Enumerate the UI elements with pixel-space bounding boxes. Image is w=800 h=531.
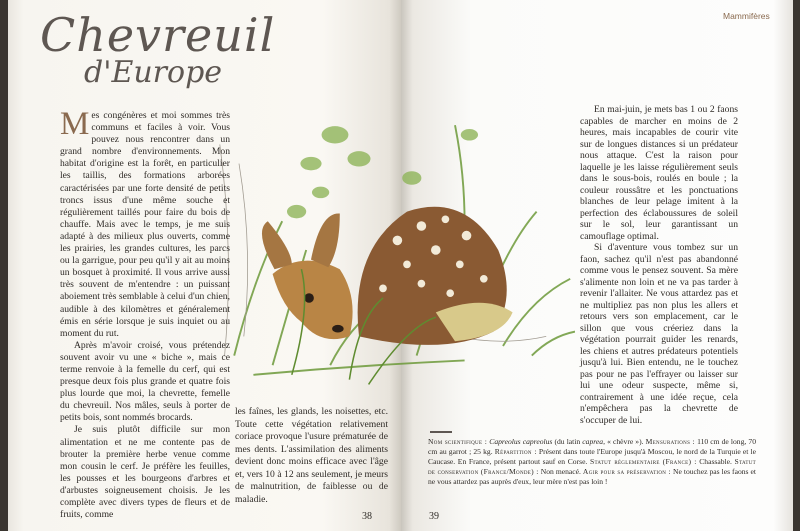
paragraph: Si d'aventure vous tombez sur un faon, sachez qu'il n'est pas abandonné comme vous le pensez souvent. Sa mère s'alimente non loin et ne va pas tarder à revenir l'allaiter. Ne vous attardez pas et ne multipliez pas non plus les allers et retours vers son emplacement, car le sillon que vous créeriez dans la végétation pourrait guider les renards, les chiens et autres prédateurs potentiels jusqu'à lui. Bien entendu, ne le touchez pas pour ne pas l'effrayer ou laisser sur lui une odeur suspecte, même si, contrairement à une idée reçue, cela n'empêchera pas la chevrette de s'occuper de lui. — [580, 242, 738, 426]
section-header: Mammifères — [723, 11, 770, 21]
fawn-illustration — [215, 105, 575, 395]
page-title — [40, 8, 276, 90]
divider — [430, 431, 452, 433]
left-column-text — [60, 106, 230, 521]
paragraph — [60, 106, 230, 340]
species-fact-box: Nom scientifique : Capreolus capreolus (du latin caprea, « chèvre »). Mensurations : 110 cm de long, 70 cm au garrot ; 25 kg. Répartition : Présent dans toute l'Europe jusqu'à Moscou, le nord de la Turquie et le Caucase. En France, présent partout sauf en Corse. Statut réglementaire (France) : Chassable. Statut de conservation (France/Monde) : Non menacé. Agir pour sa préservation : Ne touchez pas les faons et ne vous attardez pas auprès d'eux, leur mère n'est pas loin ! — [428, 437, 757, 486]
paragraph: les faînes, les glands, les noisettes, etc. Toute cette végétation relativement coriace provoque l'usure prématurée de mes dents. L'assimilation des aliments devient donc moins efficace avec l'âge et, vers 10 à 12 ans seulement, je meurs de malnutrition, de faiblesse ou de maladie. — [235, 406, 388, 505]
left-column-2-text — [235, 406, 388, 506]
title-line2: d'Europe — [84, 55, 223, 90]
page-number-left: 38 — [362, 511, 372, 522]
paragraph: En mai-juin, je mets bas 1 ou 2 faons capables de marcher en moins de 2 heures, mais incapables de courir vite sur de longues distances si un prédateur nous attaque. C'est la raison pour laquelle je les laisse régulièrement seuls dans le sous-bois, roulés en boule ; la couleur roussâtre et les ponctuations blanches de leur pelage imitent à la perfection des éclaboussures de soleil sur le sol, leur garantissant un camouflage optimal. — [580, 104, 738, 242]
paragraph: Je suis plutôt difficile sur mon alimentation et ne me contente pas de brouter la première herbe venue comme mon cousin le cerf. Je préfère les feuilles, les pousses et les bourgeons d'arbres et d'arbustes soigneusement choisis. Je les complète avec divers types de fleurs et de fruits, comme — [60, 424, 230, 521]
paragraph: Après m'avoir croisé, vous prétendez souvent avoir vu une « biche », mais ce terme renvoie à la femelle du cerf, qui est presque deux fois plus grande et quatre fois plus lourde que moi, la chevrette, femelle du chevreuil. Nos mâles, seuls à porter de petits bois, sont nommés brocards. — [60, 339, 230, 424]
page-number-right: 39 — [429, 511, 439, 522]
paragraph-text: es congénères et moi sommes très communs et faciles à voir. Vous pouvez nous rencontrer dans un grand nombre d'environnements. Mon habitat d'origine est la forêt, en particulier les taillis, des formations arborées caractérisées par une forte densité de petits troncs issus d'une même souche et régulièrement taillés pour faire du bois de chauffe. Mais avec le temps, je me suis adapté à des milieux plus ouverts, comme les prairies, les grandes cultures, les parcs ou la garrigue, pour peu qu'il y ait au moins un bosquet à proximité. Il vous arrive aussi très souvent de m'entendre : un puissant aboiement très semblable à celui d'un chien, audible à des kilomètres et généralement émis en série lorsque je suis inquiet ou au moment du rut. — [60, 110, 230, 339]
right-column-text — [580, 104, 738, 426]
drop-cap: M — [60, 106, 90, 142]
title-line1: Chevreuil — [40, 8, 276, 62]
